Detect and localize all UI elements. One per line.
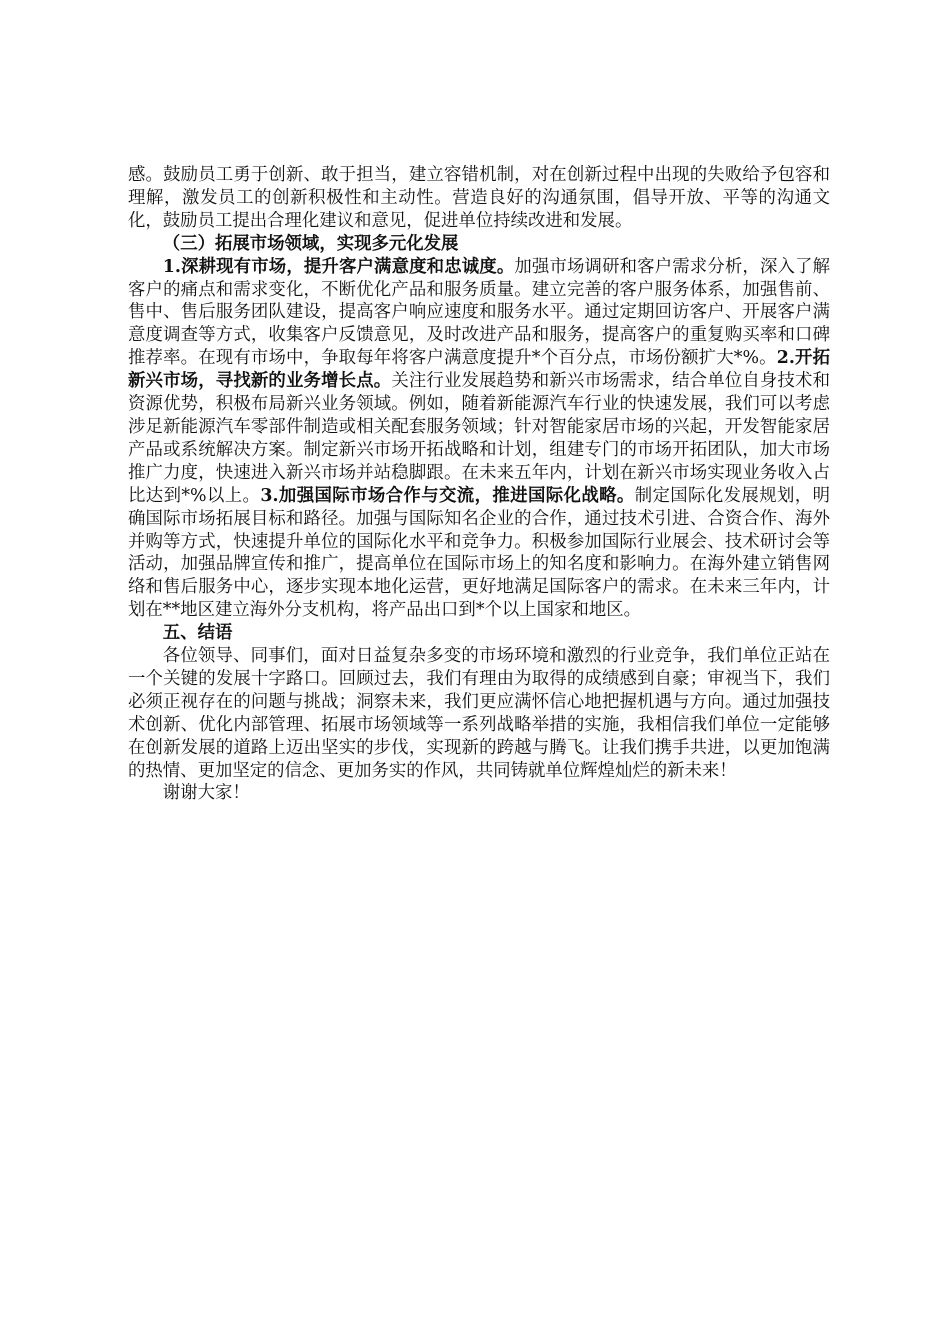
- item-body-existing-market: 加强市场调研和客户需求分析，深入了解客户的痛点和需求变化，不断优化产品和服务质量。建立完善的客户服务体系，加强售前、售中、售后服务团队建设，提高客户响应速度和服务水平。通过定期回访客户、开展客户满意度调查等方式，收集客户反馈意见，及时改进产品和服务，提高客户的重复购买率和口碑推荐率。在现有市场中，争取每年将客户满意度提升*个百分点，市场份额扩大*%。: [128, 256, 830, 369]
- item-body-international-market: 制定国际化发展规划，明确国际市场拓展目标和路径。加强与国际知名企业的合作，通过技术引进、合资合作、海外并购等方式，快速提升单位的国际化水平和竞争力。积极参加国际行业展会、技术研讨会等活动，加强品牌宣传和推广，提高单位在国际市场上的知名度和影响力。在海外建立销售网络和售后服务中心，逐步实现本地化运营，更好地满足国际客户的需求。在未来三年内，计划在**地区建立海外分支机构，将产品出口到*个以上国家和地区。: [128, 485, 830, 621]
- section-heading-conclusion: 五、结语: [162, 623, 233, 644]
- item-body-emerging-market: 关注行业发展趋势和新兴市场需求，结合单位自身技术和资源优势，积极布局新兴业务领域。例如，随着新能源汽车行业的快速发展，我们可以考虑涉足新能源汽车零部件制造或相关配套服务领域；针对智能家居市场的兴起，开发智能家居产品或系统解决方案。制定新兴市场开拓战略和计划，组建专门的市场开拓团队，加大市场推广力度，快速进入新兴市场并站稳脚跟。在未来五年内，计划在新兴市场实现业务收入占比达到*%以上。: [128, 371, 830, 506]
- section-heading-market-expansion: （三）拓展市场领域，实现多元化发展: [162, 233, 459, 254]
- paragraph-market-strategy: [128, 256, 830, 623]
- closing-thanks: 谢谢大家！: [162, 783, 250, 804]
- paragraph-continuation: 感。鼓励员工勇于创新、敢于担当，建立容错机制，对在创新过程中出现的失败给予包容和理解，激发员工的创新积极性和主动性。营造良好的沟通氛围，倡导开放、平等的沟通文化，鼓励员工提出合理化建议和意见，促进单位持续改进和发展。: [128, 165, 830, 231]
- paragraph-conclusion: 各位领导、同事们，面对日益复杂多变的市场环境和激烈的行业竞争，我们单位正站在一个关键的发展十字路口。回顾过去，我们有理由为取得的成绩感到自豪；审视当下，我们必须正视存在的问题与挑战；洞察未来，我们更应满怀信心地把握机遇与方向。通过加强技术创新、优化内部管理、拓展市场领域等一系列战略举措的实施，我相信我们单位一定能够在创新发展的道路上迈出坚实的步伐，实现新的跨越与腾飞。让我们携手共进，以更加饱满的热情、更加坚定的信念、更加务实的作风，共同铸就单位辉煌灿烂的新未来！: [128, 646, 830, 781]
- document-page: [128, 164, 830, 805]
- item-title-international-market: 3.加强国际市场合作与交流，推进国际化战略。: [260, 485, 635, 506]
- item-title-emerging-market: 2.开拓新兴市场，寻找新的业务增长点。: [128, 348, 831, 392]
- item-title-existing-market: 1.深耕现有市场，提升客户满意度和忠诚度。: [162, 256, 515, 277]
